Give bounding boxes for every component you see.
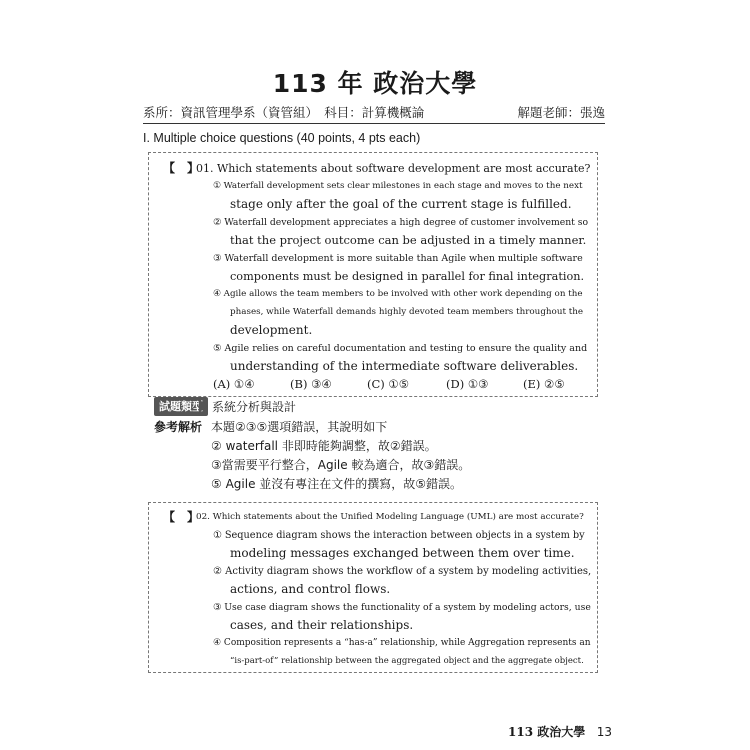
option-line: modeling messages exchanged between them over time.	[230, 546, 575, 560]
analysis-line: ③當需要平行整合，Agile 較為適合，故③錯誤。	[211, 458, 471, 472]
question-box-1	[148, 152, 598, 397]
department-subject: 系所：資訊管理學系（資管組） 科目：計算機概論	[143, 105, 425, 120]
option-line: ③ Use case diagram shows the functionality of a system by modeling actors, use	[213, 602, 591, 613]
question-type-tag: 試題類型	[154, 397, 208, 416]
header-rule	[143, 123, 605, 124]
analysis-line: ⑤ Agile 並沒有專注在文件的撰寫，故⑤錯誤。	[211, 477, 463, 491]
analysis-line: 本題②③⑤選項錯誤，其說明如下	[211, 420, 388, 434]
page-number: 13	[596, 725, 612, 739]
option-line: ④ Agile allows the team members to be involved with other work depending on the	[213, 289, 583, 299]
choice-e: (E) ②⑤	[523, 377, 565, 391]
page-footer	[508, 723, 612, 740]
option-line: ② Activity diagram shows the workflow of a system by modeling activities,	[213, 566, 592, 577]
exam-meta	[143, 103, 605, 123]
option-line: development.	[230, 323, 313, 337]
choice-c: (C) ①⑤	[367, 377, 410, 391]
option-line: phases, while Waterfall demands highly devoted team members throughout the	[230, 307, 584, 317]
option-line: cases, and their relationships.	[230, 618, 414, 632]
option-line: “is-part-of” relationship between the aggregated object and the aggregate object.	[230, 656, 584, 666]
question-stem: 02. Which statements about the Unified Modeling Language (UML) are most accurate?	[196, 512, 584, 522]
option-line: actions, and control flows.	[230, 582, 391, 596]
option-line: that the project outcome can be adjusted in a timely manner.	[230, 233, 587, 247]
analysis-line: ② waterfall 非即時能夠調整，故②錯誤。	[211, 439, 437, 453]
choice-b: (B) ③④	[290, 377, 332, 391]
question-topic: 系統分析與設計	[212, 400, 297, 414]
option-line: understanding of the intermediate software deliverables.	[230, 359, 579, 373]
answer-bracket: 【 】	[163, 510, 200, 524]
choice-d: (D) ①③	[446, 377, 489, 391]
answer-bracket: 【 】	[163, 161, 200, 175]
teacher-name: 解題老師：張逸	[517, 105, 605, 120]
option-line: ⑤ Agile relies on careful documentation and testing to ensure the quality and	[213, 343, 588, 354]
option-line: ① Waterfall development sets clear milestones in each stage and moves to the next	[213, 181, 583, 191]
analysis-label: 參考解析	[154, 420, 203, 434]
choice-a: (A) ①④	[213, 377, 255, 391]
option-line: stage only after the goal of the current stage is fulfilled.	[230, 197, 572, 211]
option-line: ② Waterfall development appreciates a high degree of customer involvement so	[213, 217, 589, 228]
question-stem: 01. Which statements about software development are most accurate?	[196, 162, 591, 175]
option-line: ③ Waterfall development is more suitable than Agile when multiple software	[213, 253, 583, 264]
option-line: ④ Composition represents a “has-a” relationship, while Aggregation represents an	[213, 638, 591, 648]
question-box-2	[148, 502, 598, 673]
option-line: components must be designed in parallel for final integration.	[230, 270, 585, 283]
page-title: 113 年 政治大學	[272, 69, 478, 98]
tag-arrow-icon	[199, 399, 207, 413]
option-line: ① Sequence diagram shows the interaction between objects in a system by	[213, 530, 585, 541]
section-title: I. Multiple choice questions (40 points, 4 pts each)	[143, 131, 421, 145]
footer-school: 113 政治大學	[508, 725, 586, 739]
